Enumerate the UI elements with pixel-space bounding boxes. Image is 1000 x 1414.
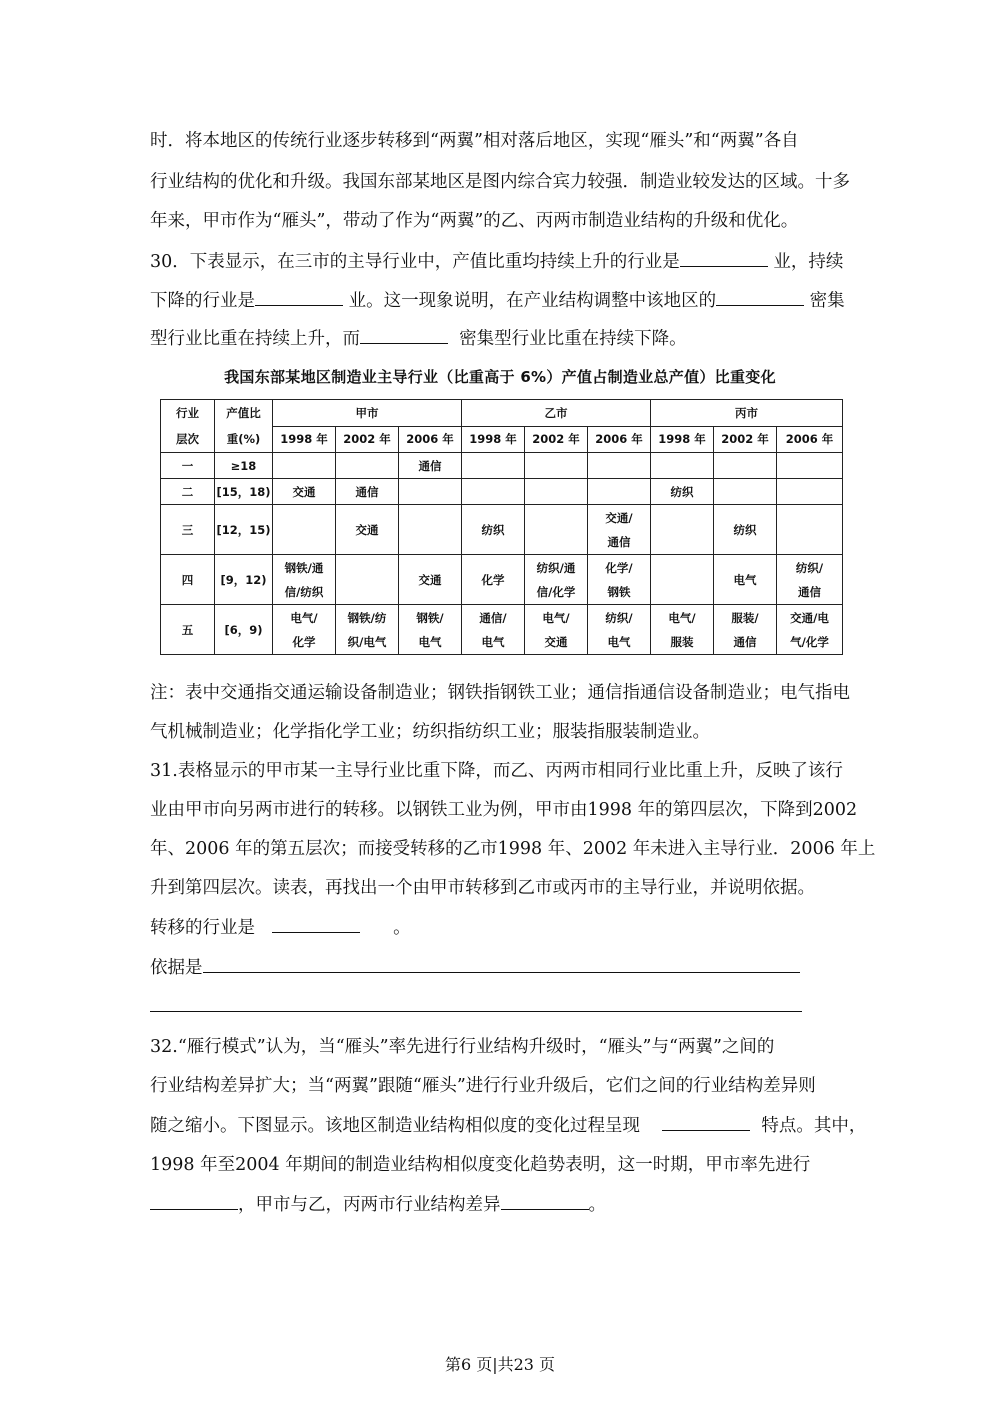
table-cell bbox=[462, 505, 525, 555]
cell-text: 电气 bbox=[418, 634, 442, 649]
answer-blank[interactable] bbox=[272, 917, 360, 933]
cell-text: 电气 bbox=[733, 572, 757, 587]
header-year: 1998 年 bbox=[462, 426, 525, 453]
cell-text: 通信/ bbox=[479, 610, 507, 625]
table-cell bbox=[777, 453, 843, 479]
table-cell bbox=[588, 453, 651, 479]
q32-line-4: 1998 年至2004 年期间的制造业结构相似度变化趋势表明，这一时期，甲市率先进行 bbox=[150, 1155, 811, 1175]
header-level bbox=[161, 400, 215, 453]
answer-blank[interactable] bbox=[680, 251, 768, 267]
answer-blank[interactable] bbox=[150, 1194, 238, 1210]
table-cell bbox=[588, 505, 651, 555]
cell-text: 纺织 bbox=[733, 522, 757, 537]
cell-text: 交通 bbox=[292, 484, 316, 499]
cell-text: 交通 bbox=[418, 572, 442, 587]
table-cell bbox=[714, 605, 777, 655]
table-cell bbox=[777, 505, 843, 555]
cell-text: 化学 bbox=[481, 572, 505, 587]
table-cell bbox=[462, 555, 525, 605]
table-row bbox=[161, 453, 843, 479]
q30-text: 密集 bbox=[809, 291, 845, 311]
answer-blank[interactable] bbox=[662, 1115, 750, 1131]
cell-text: 钢铁/通 bbox=[284, 560, 324, 575]
q30-text: 密集型行业比重在持续下降。 bbox=[459, 329, 687, 349]
table-cell bbox=[399, 453, 462, 479]
q30-line-1 bbox=[150, 251, 843, 272]
cell-text: 纺织/ bbox=[605, 610, 633, 625]
q31-line-3: 年、2006 年的第五层次；而接受转移的乙市1998 年、2002 年未进入主导行业．2006 年上 bbox=[150, 839, 876, 859]
cell-text: 钢铁/纺 bbox=[347, 610, 387, 625]
header-year: 2002 年 bbox=[525, 426, 588, 453]
table-cell bbox=[651, 505, 714, 555]
cell-text: 通信 bbox=[607, 534, 631, 549]
table-cell bbox=[588, 479, 651, 505]
q32-text: 随之缩小。下图显示。该地区制造业结构相似度的变化过程呈现 bbox=[150, 1116, 640, 1136]
answer-blank-line[interactable] bbox=[150, 1011, 802, 1012]
table-cell bbox=[714, 505, 777, 555]
note-line-1: 注：表中交通指交通运输设备制造业；钢铁指钢铁工业；通信指通信设备制造业；电气指电 bbox=[150, 683, 850, 703]
cell-text: 纺织/ bbox=[795, 560, 824, 575]
q32-text: ，甲市与乙，丙两市行业结构差异 bbox=[238, 1195, 501, 1215]
table-row bbox=[161, 505, 843, 555]
header-ratio-l1: 产值比 bbox=[226, 406, 261, 420]
header-ratio-l2: 重(%) bbox=[226, 432, 261, 446]
answer-blank[interactable] bbox=[203, 957, 800, 973]
table-cell bbox=[273, 505, 336, 555]
cell-text: 信/化学 bbox=[536, 584, 576, 599]
table-cell bbox=[588, 605, 651, 655]
table-cell bbox=[777, 555, 843, 605]
header-level-l2: 层次 bbox=[176, 432, 199, 446]
q30-text: 30．下表显示，在三市的主导行业中，产值比重均持续上升的行业是 bbox=[150, 252, 680, 272]
table-cell bbox=[336, 479, 399, 505]
table-cell bbox=[651, 555, 714, 605]
answer-blank[interactable] bbox=[360, 328, 448, 344]
q30-text: 业。这一现象说明，在产业结构调整中该地区的 bbox=[348, 291, 717, 311]
table-cell bbox=[399, 605, 462, 655]
cell-text: 通信 bbox=[798, 584, 821, 599]
table-cell bbox=[336, 605, 399, 655]
table-cell bbox=[651, 605, 714, 655]
header-year: 1998 年 bbox=[651, 426, 714, 453]
q30-text: 下降的行业是 bbox=[150, 291, 255, 311]
intro-line-1: 时．将本地区的传统行业逐步转移到“两翼”相对落后地区，实现“雁头”和“两翼”各自 bbox=[150, 131, 799, 151]
q30-text: 型行业比重在持续上升，而 bbox=[150, 329, 360, 349]
note-line-2: 气机械制造业；化学指化学工业；纺织指纺织工业；服装指服装制造业。 bbox=[150, 722, 710, 742]
cell-text: 化学 bbox=[292, 634, 316, 649]
table-title: 我国东部某地区制造业主导行业（比重高于 6%）产值占制造业总产值）比重变化 bbox=[224, 368, 776, 386]
table-cell bbox=[336, 505, 399, 555]
header-year: 2006 年 bbox=[588, 426, 651, 453]
cell-text: 电气 bbox=[607, 634, 631, 649]
cell-range: [12，15) bbox=[215, 505, 273, 555]
q31-industry-line bbox=[150, 917, 411, 938]
table-cell bbox=[273, 555, 336, 605]
table-cell bbox=[525, 505, 588, 555]
cell-text: 气/化学 bbox=[790, 634, 829, 649]
table-cell bbox=[714, 555, 777, 605]
cell-range: [15，18) bbox=[215, 479, 273, 505]
table-cell bbox=[273, 453, 336, 479]
table-cell bbox=[588, 555, 651, 605]
header-level-l1: 行业 bbox=[176, 406, 199, 420]
table-cell bbox=[273, 605, 336, 655]
q31-industry-label: 转移的行业是 bbox=[150, 918, 255, 938]
cell-text: 化学/ bbox=[605, 560, 633, 575]
q32-text: 特点。其中， bbox=[761, 1116, 867, 1136]
page-footer: 第6 页|共23 页 bbox=[444, 1355, 556, 1374]
table-cell bbox=[462, 479, 525, 505]
q32-line-5 bbox=[150, 1194, 606, 1215]
table-cell bbox=[714, 453, 777, 479]
q32-line-1: 32.“雁行模式”认为，当“雁头”率先进行行业结构升级时，“雁头”与“两翼”之间的 bbox=[150, 1037, 775, 1057]
cell-range: ≥18 bbox=[215, 453, 273, 479]
cell-text: 钢铁/ bbox=[416, 610, 444, 625]
answer-blank[interactable] bbox=[501, 1194, 589, 1210]
table-cell bbox=[525, 453, 588, 479]
cell-level: 三 bbox=[161, 505, 215, 555]
header-city-jia: 甲市 bbox=[273, 400, 462, 427]
q31-industry-end: 。 bbox=[393, 918, 411, 938]
header-city-yi: 乙市 bbox=[462, 400, 651, 427]
cell-level: 四 bbox=[161, 555, 215, 605]
cell-text: 纺织 bbox=[670, 484, 694, 499]
q30-line-3 bbox=[150, 328, 687, 349]
table-cell bbox=[525, 555, 588, 605]
q31-line-2: 业由甲市向另两市进行的转移。以钢铁工业为例，甲市由1998 年的第四层次，下降到2002 bbox=[150, 800, 858, 820]
q31-basis-line bbox=[150, 957, 800, 978]
cell-text: 交通 bbox=[544, 634, 568, 649]
table-cell bbox=[399, 505, 462, 555]
cell-text: 电气/ bbox=[290, 610, 318, 625]
table-cell bbox=[651, 453, 714, 479]
table-cell bbox=[777, 605, 843, 655]
table-cell bbox=[399, 555, 462, 605]
intro-line-2: 行业结构的优化和升级。我国东部某地区是图内综合宾力较强．制造业较发达的区域。十多 bbox=[150, 172, 850, 192]
header-ratio bbox=[215, 400, 273, 453]
cell-text: 纺织 bbox=[481, 522, 505, 537]
header-year: 2006 年 bbox=[399, 426, 462, 453]
q32-line-3 bbox=[150, 1115, 866, 1136]
q30-text: 业，持续 bbox=[773, 252, 844, 272]
table-cell bbox=[525, 605, 588, 655]
table-cell bbox=[336, 453, 399, 479]
industry-share-table bbox=[160, 399, 843, 655]
header-year: 2002 年 bbox=[336, 426, 399, 453]
table-cell bbox=[525, 479, 588, 505]
cell-text: 纺织/通 bbox=[536, 560, 576, 575]
table-row bbox=[161, 479, 843, 505]
cell-range: [6，9) bbox=[215, 605, 273, 655]
answer-blank[interactable] bbox=[716, 290, 804, 306]
table-cell bbox=[336, 555, 399, 605]
cell-text: 电气/ bbox=[542, 610, 570, 625]
table-cell bbox=[462, 453, 525, 479]
cell-text: 服装 bbox=[670, 634, 694, 649]
cell-text: 钢铁 bbox=[607, 584, 631, 599]
cell-range: [9，12) bbox=[215, 555, 273, 605]
cell-text: 交通 bbox=[355, 522, 379, 537]
cell-level: 五 bbox=[161, 605, 215, 655]
cell-level: 一 bbox=[161, 453, 215, 479]
header-year: 2002 年 bbox=[714, 426, 777, 453]
cell-text: 服装/ bbox=[731, 610, 759, 625]
cell-text: 织/电气 bbox=[347, 634, 387, 649]
q31-basis-label: 依据是 bbox=[150, 958, 203, 978]
q32-text: 。 bbox=[588, 1195, 606, 1215]
header-year: 1998 年 bbox=[273, 426, 336, 453]
table-cell bbox=[273, 479, 336, 505]
table-row bbox=[161, 555, 843, 605]
q31-line-1: 31.表格显示的甲市某一主导行业比重下降，而乙、丙两市相同行业比重上升，反映了该行 bbox=[150, 761, 843, 781]
cell-text: 通信 bbox=[418, 458, 442, 473]
table-cell bbox=[651, 479, 714, 505]
q32-line-2: 行业结构差异扩大；当“两翼”跟随“雁头”进行行业升级后，它们之间的行业结构差异则 bbox=[150, 1076, 816, 1096]
q31-line-4: 升到第四层次。读表，再找出一个由甲市转移到乙市或丙市的主导行业，并说明依据。 bbox=[150, 878, 815, 898]
cell-level: 二 bbox=[161, 479, 215, 505]
table-cell bbox=[714, 479, 777, 505]
q30-line-2 bbox=[150, 290, 845, 311]
cell-text: 交通/ bbox=[605, 510, 633, 525]
cell-text: 电气/ bbox=[668, 610, 696, 625]
intro-line-3: 年来，甲市作为“雁头”，带动了作为“两翼”的乙、丙两市制造业结构的升级和优化。 bbox=[150, 211, 799, 231]
table-cell bbox=[462, 605, 525, 655]
header-year: 2006 年 bbox=[777, 426, 843, 453]
cell-text: 交通/电 bbox=[790, 610, 829, 625]
table-cell bbox=[777, 479, 843, 505]
table-cell bbox=[399, 479, 462, 505]
answer-blank[interactable] bbox=[255, 290, 343, 306]
cell-text: 信/纺织 bbox=[284, 584, 324, 599]
cell-text: 通信 bbox=[733, 634, 757, 649]
cell-text: 电气 bbox=[481, 634, 505, 649]
table-row bbox=[161, 605, 843, 655]
cell-text: 通信 bbox=[355, 484, 379, 499]
header-city-bing: 丙市 bbox=[651, 400, 843, 427]
